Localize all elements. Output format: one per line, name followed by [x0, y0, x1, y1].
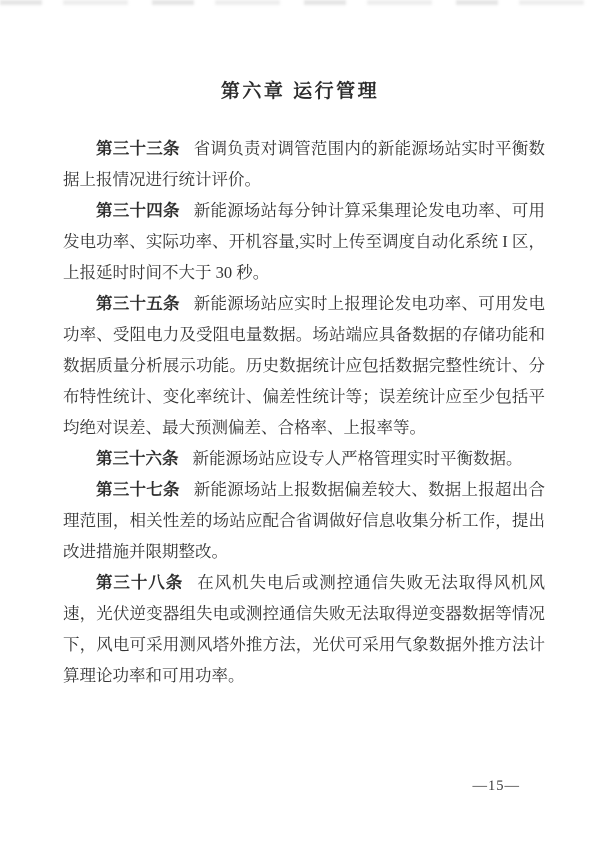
article-text: 省调负责对调管范围内的新能源场站实时平衡数据上报情况进行统计评价。 — [63, 139, 546, 189]
article-label: 第三十四条 — [96, 201, 180, 220]
article-paragraph — [63, 195, 545, 288]
article-paragraph — [63, 474, 545, 567]
article-text: 新能源场站应设专人严格管理实时平衡数据。 — [192, 449, 523, 468]
article-text: 在风机失电后或测控通信失败无法取得风机风速，光伏逆变器组失电或测控通信失败无法取得逆变器数据等情况下，风电可采用测风塔外推方法，光伏可采用气象数据外推方法计算理论功率和可用功率。 — [63, 573, 546, 685]
article-paragraph — [63, 288, 545, 443]
document-body — [63, 133, 545, 691]
article-text: 新能源场站应实时上报理论发电功率、可用发电功率、受阻电力及受阻电量数据。场站端应具备数据的存储功能和数据质量分析展示功能。历史数据统计应包括数据完整性统计、分布特性统计、变化率统计、偏差性统计等；误差统计应至少包括平均绝对误差、最大预测偏差、合格率、上报率等。 — [63, 294, 546, 437]
article-label: 第三十八条 — [96, 573, 184, 592]
article-label: 第三十六条 — [96, 449, 179, 468]
article-label: 第三十三条 — [96, 139, 180, 158]
page-number: —15— — [472, 778, 520, 794]
scan-artifact-top — [0, 0, 600, 5]
article-paragraph — [63, 443, 545, 474]
chapter-title: 第六章 运行管理 — [220, 81, 380, 102]
article-label: 第三十五条 — [96, 294, 180, 313]
article-label: 第三十七条 — [96, 480, 180, 499]
article-text: 新能源场站每分钟计算采集理论发电功率、可用发电功率、实际功率、开机容量,实时上传至调度自动化系统 I 区，上报延时时间不大于 30 秒。 — [63, 201, 546, 282]
article-text: 新能源场站上报数据偏差较大、数据上报超出合理范围，相关性差的场站应配合省调做好信息收集分析工作，提出改进措施并限期整改。 — [63, 480, 546, 561]
article-paragraph — [63, 133, 545, 195]
article-paragraph — [63, 567, 545, 691]
